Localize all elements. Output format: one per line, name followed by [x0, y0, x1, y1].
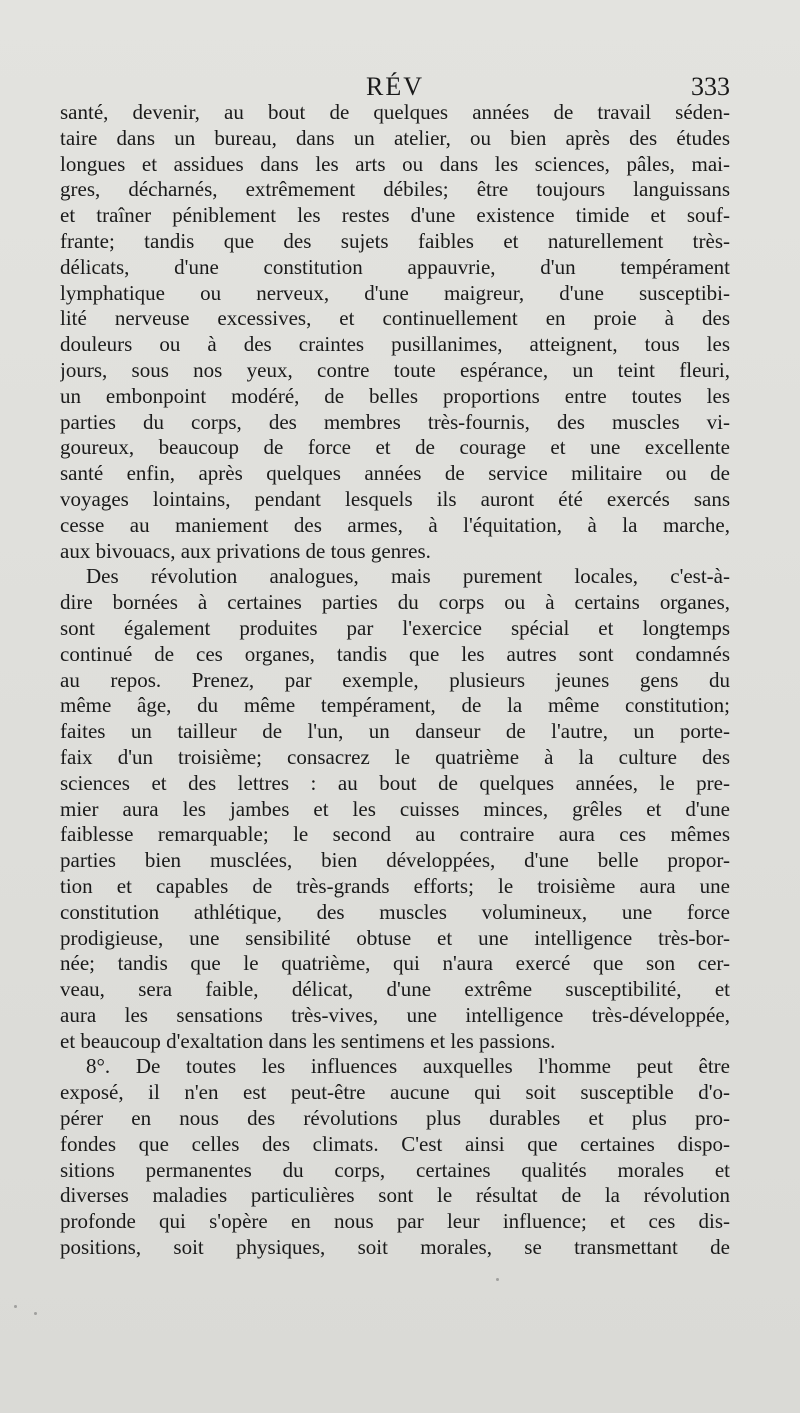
text-line: taire dans un bureau, dans un atelier, ou bien après des études: [60, 125, 730, 150]
text-line: exposé, il n'en est peut-être aucune qui soit susceptible d'o-: [60, 1080, 730, 1105]
text-line: goureux, beaucoup de force et de courage et une excellente: [60, 435, 730, 460]
text-line: diverses maladies particulières sont le résultat de la révolution: [60, 1183, 730, 1208]
text-line: gres, décharnés, extrêmement débiles; être toujours languissans: [60, 177, 730, 202]
text-line: prodigieuse, une sensibilité obtuse et une intelligence très-bor-: [60, 925, 730, 950]
running-head: RÉV: [366, 72, 424, 101]
text-line: fondes que celles des climats. C'est ainsi que certaines dispo-: [60, 1131, 730, 1156]
text-line: santé enfin, après quelques années de service militaire ou de: [60, 461, 730, 486]
text-line: jours, sous nos yeux, contre toute espérance, un teint fleuri,: [60, 357, 730, 382]
paper-speck: [34, 1312, 37, 1315]
paper-speck: [14, 1305, 17, 1308]
text-line: aux bivouacs, aux privations de tous genres.: [60, 538, 431, 563]
text-line: un embonpoint modéré, de belles proportions entre toutes les: [60, 383, 730, 408]
text-line: santé, devenir, au bout de quelques années de travail séden-: [60, 100, 730, 124]
text-line: lité nerveuse excessives, et continuellement en proie à des: [60, 306, 730, 331]
text-line: 8°. De toutes les influences auxquelles l'homme peut être: [86, 1054, 730, 1079]
paragraph: [60, 1054, 730, 1260]
text-line: voyages lointains, pendant lesquels ils auront été exercés sans: [60, 486, 730, 511]
text-line: lymphatique ou nerveux, d'une maigreur, d'une susceptibi-: [60, 280, 730, 305]
text-line: continué de ces organes, tandis que les autres sont condamnés: [60, 641, 730, 666]
text-line: sont également produites par l'exercice spécial et longtemps: [60, 615, 730, 640]
text-line: parties du corps, des membres très-fournis, des muscles vi-: [60, 409, 730, 434]
text-line: au repos. Prenez, par exemple, plusieurs jeunes gens du: [60, 667, 730, 692]
text-line: parties bien musclées, bien développées, d'une belle propor-: [60, 848, 730, 873]
text-line: faites un tailleur de l'un, un danseur de l'autre, un porte-: [60, 719, 730, 744]
text-line: veau, sera faible, délicat, d'une extrême susceptibilité, et: [60, 977, 730, 1002]
text-line: née; tandis que le quatrième, qui n'aura exercé que son cer-: [60, 951, 730, 976]
text-line: profonde qui s'opère en nous par leur influence; et ces dis-: [60, 1209, 730, 1234]
text-line: même âge, du même tempérament, de la même constitution;: [60, 693, 730, 718]
text-line: aura les sensations très-vives, une intelligence très-développée,: [60, 1002, 730, 1027]
text-line: et beaucoup d'exaltation dans les sentimens et les passions.: [60, 1028, 556, 1053]
text-line: pérer en nous des révolutions plus durables et plus pro-: [60, 1106, 730, 1131]
text-line: sciences et des lettres : au bout de quelques années, le pre-: [60, 770, 730, 795]
page-header: [60, 66, 730, 100]
text-line: constitution athlétique, des muscles volumineux, une force: [60, 899, 730, 924]
text-line: positions, soit physiques, soit morales, se transmettant de: [60, 1235, 730, 1260]
paragraph: [60, 100, 730, 564]
text-line: faiblesse remarquable; le second au contraire aura ces mêmes: [60, 822, 730, 847]
paragraph: [60, 564, 730, 1054]
page-number: 333: [691, 72, 730, 101]
text-line: mier aura les jambes et les cuisses minces, grêles et d'une: [60, 796, 730, 821]
text-line: douleurs ou à des craintes pusillanimes, atteignent, tous les: [60, 332, 730, 357]
text-line: frante; tandis que des sujets faibles et naturellement très-: [60, 228, 730, 253]
paper-speck: [496, 1278, 499, 1281]
text-line: faix d'un troisième; consacrez le quatrième à la culture des: [60, 744, 730, 769]
text-line: sitions permanentes du corps, certaines qualités morales et: [60, 1157, 730, 1182]
text-line: Des révolution analogues, mais purement locales, c'est-à-: [86, 564, 730, 589]
text-line: cesse au maniement des armes, à l'équitation, à la marche,: [60, 512, 730, 537]
text-line: longues et assidues dans les arts ou dans les sciences, pâles, mai-: [60, 151, 730, 176]
text-line: délicats, d'une constitution appauvrie, d'un tempérament: [60, 254, 730, 279]
body-text: [60, 100, 730, 1261]
text-line: et traîner péniblement les restes d'une existence timide et souf-: [60, 203, 730, 228]
text-line: dire bornées à certaines parties du corps ou à certains organes,: [60, 590, 730, 615]
text-line: tion et capables de très-grands efforts; le troisième aura une: [60, 873, 730, 898]
